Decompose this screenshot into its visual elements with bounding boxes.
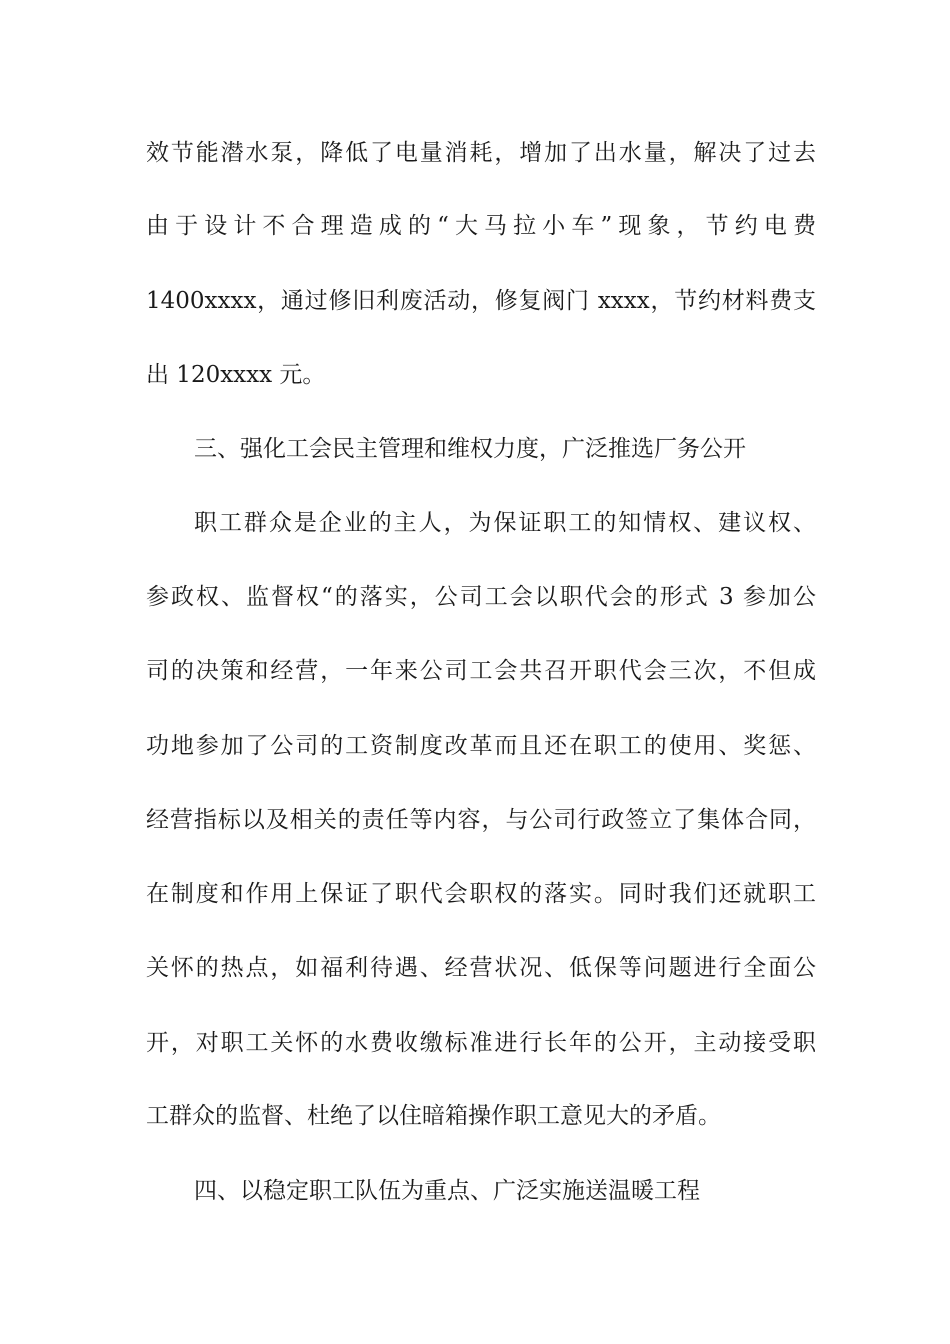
- paragraph-line: 经营指标以及相关的责任等内容，与公司行政签立了集体合同，: [146, 807, 816, 833]
- paragraph-line: 关怀的热点，如福利待遇、经营状况、低保等问题进行全面公: [146, 955, 816, 981]
- paragraph-line: 1400xxxx，通过修旧利废活动，修复阀门 xxxx，节约材料费支: [146, 288, 816, 314]
- paragraph-line: 由于设计不合理造成的“大马拉小车”现象，节约电费: [146, 213, 816, 239]
- section-heading: 三、强化工会民主管理和维权力度，广泛推选厂务公开: [194, 436, 746, 462]
- paragraph-line: 在制度和作用上保证了职代会职权的落实。同时我们还就职工: [146, 881, 816, 907]
- paragraph-line: 出 120xxxx 元。: [146, 362, 326, 388]
- paragraph-line: 职工群众是企业的主人，为保证职工的知情权、建议权、: [194, 510, 816, 536]
- paragraph-line: 功地参加了公司的工资制度改革而且还在职工的使用、奖惩、: [146, 733, 816, 759]
- paragraph-line: 参政权、监督权“的落实，公司工会以职代会的形式 3 参加公: [146, 584, 816, 610]
- paragraph-line: 司的决策和经营，一年来公司工会共召开职代会三次，不但成: [146, 658, 816, 684]
- paragraph-line: 开，对职工关怀的水费收缴标准进行长年的公开，主动接受职: [146, 1030, 816, 1056]
- paragraph-line: 效节能潜水泵，降低了电量消耗，增加了出水量，解决了过去: [146, 140, 816, 166]
- section-heading: 四、以稳定职工队伍为重点、广泛实施送温暖工程: [194, 1178, 700, 1204]
- paragraph-line: 工群众的监督、杜绝了以住暗箱操作职工意见大的矛盾。: [146, 1103, 721, 1129]
